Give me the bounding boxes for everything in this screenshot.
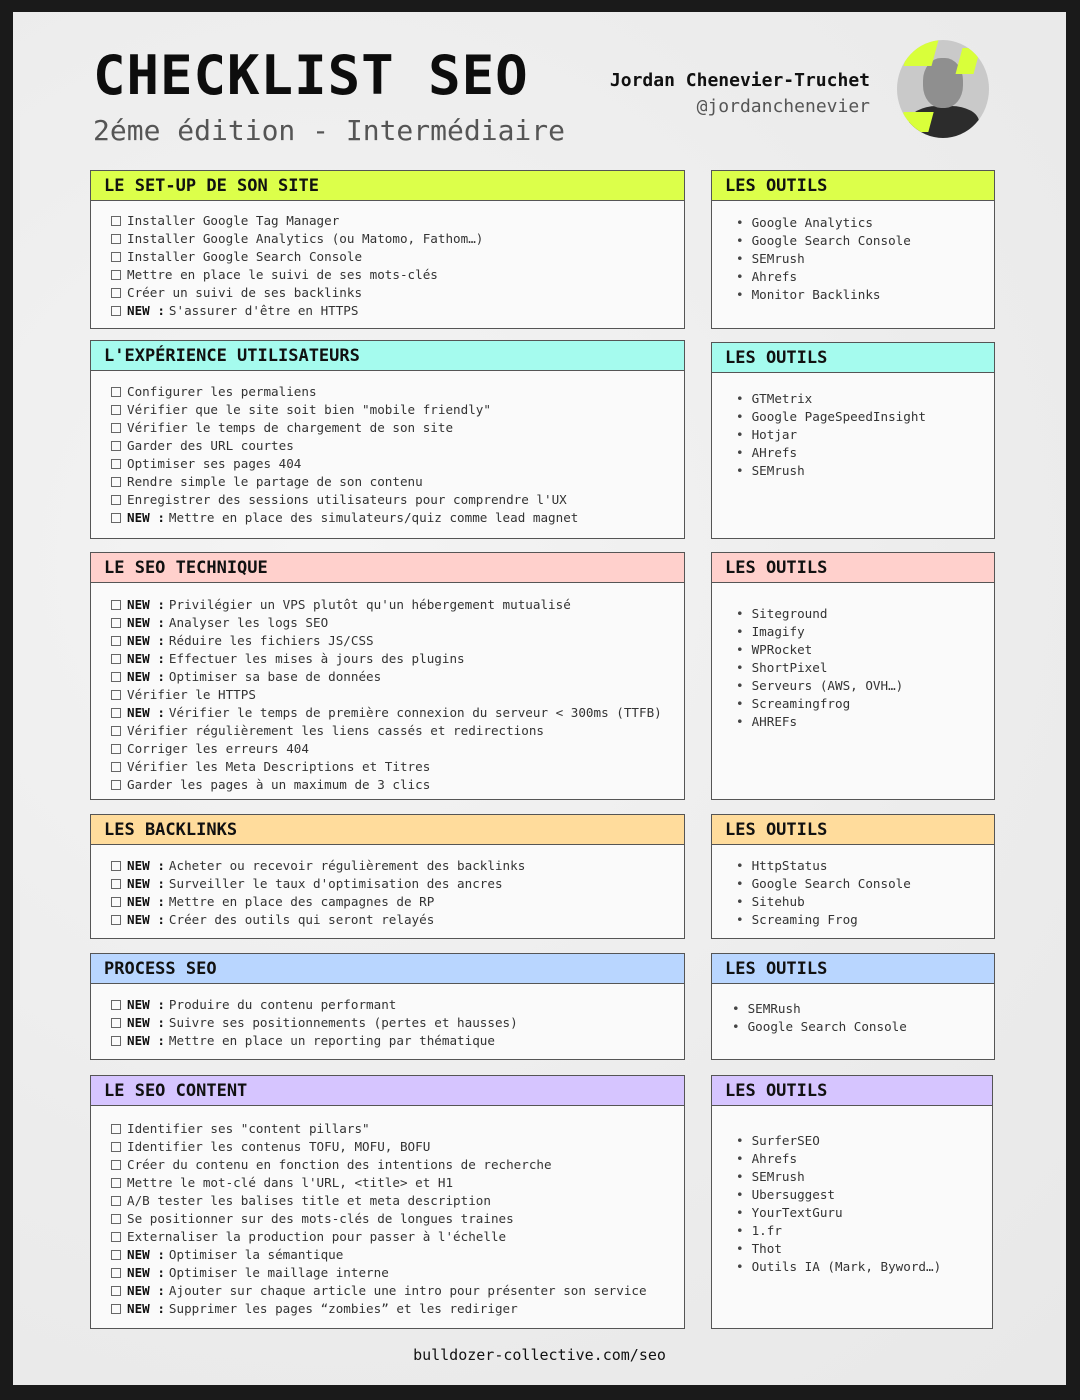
page-subtitle: 2éme édition - Intermédiaire <box>93 114 566 147</box>
checklist-item <box>111 419 684 437</box>
checklist-item-text: Mettre en place le suivi de ses mots-clés <box>127 267 438 282</box>
checklist-item-text: Garder les pages à un maximum de 3 clics <box>127 777 431 792</box>
checklist-item-text: Vérifier le HTTPS <box>127 687 256 702</box>
author-handle: @jordanchenevier <box>696 96 870 117</box>
checklist-item-text: Créer du contenu en fonction des intentions de recherche <box>127 1157 552 1172</box>
checkbox[interactable] <box>111 1250 121 1260</box>
checklist-item-text: Suivre ses positionnements (pertes et hausses) <box>168 1015 518 1030</box>
checkbox[interactable] <box>111 726 121 736</box>
checklist-item <box>111 668 684 686</box>
section-content <box>90 1075 685 1329</box>
checklist-items <box>91 984 684 1050</box>
checklist-item <box>111 473 684 491</box>
checkbox[interactable] <box>111 1304 121 1314</box>
checklist-item <box>111 1156 684 1174</box>
checkbox[interactable] <box>111 672 121 682</box>
new-label: NEW : <box>127 510 165 525</box>
checkbox[interactable] <box>111 288 121 298</box>
checkbox[interactable] <box>111 1124 121 1134</box>
checklist-item <box>111 1138 684 1156</box>
tools-list <box>712 373 994 480</box>
checkbox[interactable] <box>111 762 121 772</box>
checklist-item-text: Surveiller le taux d'optimisation des ancres <box>168 876 503 891</box>
tool-item: • Ubersuggest <box>736 1186 992 1204</box>
checklist-item <box>111 401 684 419</box>
checkbox[interactable] <box>111 1018 121 1028</box>
new-label: NEW : <box>127 858 165 873</box>
tool-item: • Google Search Console <box>732 1018 994 1036</box>
new-label: NEW : <box>127 1033 165 1048</box>
checklist-item <box>111 455 684 473</box>
new-label: NEW : <box>127 651 165 666</box>
checklist-item-text: Ajouter sur chaque article une intro pour présenter son service <box>168 1283 647 1298</box>
checklist-item <box>111 740 684 758</box>
checklist-item-text: Réduire les fichiers JS/CSS <box>168 633 374 648</box>
checklist-item <box>111 383 684 401</box>
tools-title: LES OUTILS <box>712 343 994 373</box>
checklist-item-text: Mettre en place des simulateurs/quiz comme lead magnet <box>168 510 579 525</box>
checkbox[interactable] <box>111 252 121 262</box>
checklist-item <box>111 875 684 893</box>
checklist-item-text: Mettre le mot-clé dans l'URL, <title> et H1 <box>127 1175 454 1190</box>
tool-item: • Google Search Console <box>736 875 994 893</box>
checklist-item <box>111 212 684 230</box>
tool-item: • YourTextGuru <box>736 1204 992 1222</box>
checklist-item-text: Mettre en place des campagnes de RP <box>168 894 435 909</box>
tools-setup <box>711 170 995 329</box>
checklist-item <box>111 686 684 704</box>
checkbox[interactable] <box>111 270 121 280</box>
new-label: NEW : <box>127 876 165 891</box>
checklist-item <box>111 1210 684 1228</box>
tool-item: • Serveurs (AWS, OVH…) <box>736 677 994 695</box>
tool-item: • SurferSEO <box>736 1132 992 1150</box>
checkbox[interactable] <box>111 780 121 790</box>
tools-list <box>712 1106 992 1276</box>
checklist-item-text: Optimiser la sémantique <box>168 1247 344 1262</box>
checkbox[interactable] <box>111 306 121 316</box>
checkbox[interactable] <box>111 744 121 754</box>
checklist-item-text: Analyser les logs SEO <box>168 615 329 630</box>
checklist-item-text: Vérifier le temps de première connexion du serveur < 300ms (TTFB) <box>168 705 662 720</box>
checklist-item-text: Se positionner sur des mots-clés de longues traines <box>127 1211 514 1226</box>
new-label: NEW : <box>127 303 165 318</box>
tools-process <box>711 953 995 1060</box>
checklist-item-text: Garder des URL courtes <box>127 438 294 453</box>
checklist-items <box>91 371 684 527</box>
tool-item: • SEMRush <box>732 1000 994 1018</box>
checklist-item-text: Créer des outils qui seront relayés <box>168 912 435 927</box>
checklist-item-text: Privilégier un VPS plutôt qu'un hébergement mutualisé <box>168 597 571 612</box>
tool-item: • ShortPixel <box>736 659 994 677</box>
checklist-item <box>111 632 684 650</box>
checklist-item <box>111 248 684 266</box>
tools-list <box>712 201 994 304</box>
section-title: LES BACKLINKS <box>91 815 684 845</box>
checkbox[interactable] <box>111 897 121 907</box>
checkbox[interactable] <box>111 1160 121 1170</box>
tools-title: LES OUTILS <box>712 954 994 984</box>
checklist-item <box>111 857 684 875</box>
checklist-item <box>111 1014 684 1032</box>
checkbox[interactable] <box>111 1178 121 1188</box>
checklist-item-text: Vérifier le temps de chargement de son site <box>127 420 454 435</box>
checklist-item <box>111 1120 684 1138</box>
new-label: NEW : <box>127 912 165 927</box>
checklist-item-text: Rendre simple le partage de son contenu <box>127 474 423 489</box>
tools-title: LES OUTILS <box>712 553 994 583</box>
tool-item: • Screaming Frog <box>736 911 994 929</box>
checklist-item-text: Mettre en place un reporting par thématique <box>168 1033 495 1048</box>
section-title: PROCESS SEO <box>91 954 684 984</box>
checkbox[interactable] <box>111 423 121 433</box>
checklist-item <box>111 437 684 455</box>
checklist-item-text: Identifier ses "content pillars" <box>127 1121 370 1136</box>
new-label: NEW : <box>127 1265 165 1280</box>
checklist-item <box>111 776 684 794</box>
checkbox[interactable] <box>111 861 121 871</box>
tools-title: LES OUTILS <box>712 815 994 845</box>
section-process <box>90 953 685 1060</box>
tool-item: • AHREFs <box>736 713 994 731</box>
tools-content <box>711 1075 993 1329</box>
tool-item: • WPRocket <box>736 641 994 659</box>
checklist-item-text: Produire du contenu performant <box>168 997 397 1012</box>
new-label: NEW : <box>127 1301 165 1316</box>
tool-item: • Imagify <box>736 623 994 641</box>
checklist-page <box>13 12 1066 1385</box>
checkbox[interactable] <box>111 405 121 415</box>
checkbox[interactable] <box>111 387 121 397</box>
checkbox[interactable] <box>111 690 121 700</box>
tools-title: LES OUTILS <box>712 1076 992 1106</box>
section-backlinks <box>90 814 685 939</box>
checklist-item-text: Corriger les erreurs 404 <box>127 741 309 756</box>
checkbox[interactable] <box>111 636 121 646</box>
new-label: NEW : <box>127 1015 165 1030</box>
tools-list <box>712 984 994 1036</box>
checklist-items <box>91 1106 684 1318</box>
new-label: NEW : <box>127 705 165 720</box>
checklist-item-text: Configurer les permaliens <box>127 384 317 399</box>
tool-item: • Hotjar <box>736 426 994 444</box>
tool-item: • SEMrush <box>736 250 994 268</box>
checklist-item-text: Supprimer les pages “zombies” et les rediriger <box>168 1301 518 1316</box>
tool-item: • Ahrefs <box>736 268 994 286</box>
tools-list <box>712 583 994 731</box>
tools-list <box>712 845 994 929</box>
checklist-item <box>111 1282 684 1300</box>
checkbox[interactable] <box>111 1142 121 1152</box>
checklist-item <box>111 266 684 284</box>
checklist-item-text: Optimiser ses pages 404 <box>127 456 302 471</box>
tool-item: • Monitor Backlinks <box>736 286 994 304</box>
checkbox[interactable] <box>111 234 121 244</box>
footer-url[interactable]: bulldozer-collective.com/seo <box>413 1346 666 1364</box>
tools-technique <box>711 552 995 800</box>
new-label: NEW : <box>127 669 165 684</box>
tool-item: • Google PageSpeedInsight <box>736 408 994 426</box>
checkbox[interactable] <box>111 441 121 451</box>
new-label: NEW : <box>127 997 165 1012</box>
checkbox[interactable] <box>111 879 121 889</box>
checkbox[interactable] <box>111 1286 121 1296</box>
checklist-item-text: Externaliser la production pour passer à l'échelle <box>127 1229 507 1244</box>
checkbox[interactable] <box>111 1268 121 1278</box>
new-label: NEW : <box>127 633 165 648</box>
section-title: LE SET-UP DE SON SITE <box>91 171 684 201</box>
checklist-item <box>111 893 684 911</box>
checkbox[interactable] <box>111 1036 121 1046</box>
new-label: NEW : <box>127 615 165 630</box>
checkbox[interactable] <box>111 216 121 226</box>
section-title: LE SEO CONTENT <box>91 1076 684 1106</box>
checklist-item-text: Créer un suivi de ses backlinks <box>127 285 363 300</box>
checklist-item <box>111 1032 684 1050</box>
checklist-item <box>111 996 684 1014</box>
checklist-item <box>111 1228 684 1246</box>
checkbox[interactable] <box>111 459 121 469</box>
checkbox[interactable] <box>111 654 121 664</box>
checkbox[interactable] <box>111 618 121 628</box>
tool-item: • Ahrefs <box>736 1150 992 1168</box>
tool-item: • GTMetrix <box>736 390 994 408</box>
tools-ux <box>711 342 995 539</box>
checklist-item <box>111 758 684 776</box>
tool-item: • Google Analytics <box>736 214 994 232</box>
tools-title: LES OUTILS <box>712 171 994 201</box>
tool-item: • Outils IA (Mark, Byword…) <box>736 1258 992 1276</box>
checklist-item-text: Identifier les contenus TOFU, MOFU, BOFU <box>127 1139 431 1154</box>
checkbox[interactable] <box>111 495 121 505</box>
checklist-item-text: Optimiser le maillage interne <box>168 1265 389 1280</box>
checklist-item-text: Enregistrer des sessions utilisateurs pour comprendre l'UX <box>127 492 567 507</box>
checkbox[interactable] <box>111 708 121 718</box>
checklist-item <box>111 1174 684 1192</box>
tool-item: • HttpStatus <box>736 857 994 875</box>
checkbox[interactable] <box>111 600 121 610</box>
new-label: NEW : <box>127 1247 165 1262</box>
section-setup <box>90 170 685 329</box>
tool-item: • SEMrush <box>736 462 994 480</box>
tools-backlinks <box>711 814 995 939</box>
checklist-item <box>111 509 684 527</box>
checkbox[interactable] <box>111 1000 121 1010</box>
checklist-item-text: Optimiser sa base de données <box>168 669 382 684</box>
checklist-items <box>91 845 684 929</box>
tool-item: • Screamingfrog <box>736 695 994 713</box>
checklist-item-text: A/B tester les balises title et meta description <box>127 1193 491 1208</box>
section-title: LE SEO TECHNIQUE <box>91 553 684 583</box>
tool-item: • SEMrush <box>736 1168 992 1186</box>
checklist-item <box>111 1246 684 1264</box>
checklist-items <box>91 201 684 320</box>
section-ux <box>90 340 685 539</box>
checkbox[interactable] <box>111 513 121 523</box>
checklist-item <box>111 614 684 632</box>
checklist-item-text: Vérifier les Meta Descriptions et Titres <box>127 759 431 774</box>
new-label: NEW : <box>127 597 165 612</box>
checkbox[interactable] <box>111 1214 121 1224</box>
checklist-item <box>111 302 684 320</box>
author-name: Jordan Chenevier-Truchet <box>609 70 870 91</box>
new-label: NEW : <box>127 1283 165 1298</box>
checklist-item-text: Installer Google Tag Manager <box>127 213 340 228</box>
checklist-item <box>111 284 684 302</box>
checklist-item <box>111 722 684 740</box>
new-label: NEW : <box>127 894 165 909</box>
checkbox[interactable] <box>111 915 121 925</box>
checklist-item-text: Effectuer les mises à jours des plugins <box>168 651 465 666</box>
checklist-item <box>111 650 684 668</box>
page-title: CHECKLIST SEO <box>93 44 529 107</box>
checklist-item-text: Installer Google Analytics (ou Matomo, Fathom…) <box>127 231 484 246</box>
checklist-item <box>111 491 684 509</box>
checklist-items <box>91 583 684 794</box>
checklist-item-text: S'assurer d'être en HTTPS <box>168 303 359 318</box>
checklist-item-text: Vérifier que le site soit bien "mobile friendly" <box>127 402 491 417</box>
checklist-item <box>111 1300 684 1318</box>
checklist-item <box>111 1264 684 1282</box>
section-technique <box>90 552 685 800</box>
tool-item: • Sitehub <box>736 893 994 911</box>
tool-item: • Google Search Console <box>736 232 994 250</box>
checklist-item <box>111 1192 684 1210</box>
checklist-item <box>111 230 684 248</box>
avatar <box>897 40 989 138</box>
checklist-item <box>111 911 684 929</box>
checklist-item <box>111 704 684 722</box>
checklist-item-text: Acheter ou recevoir régulièrement des backlinks <box>168 858 526 873</box>
tool-item: • Thot <box>736 1240 992 1258</box>
tool-item: • Siteground <box>736 605 994 623</box>
section-title: L'EXPÉRIENCE UTILISATEURS <box>91 341 684 371</box>
checkbox[interactable] <box>111 477 121 487</box>
checkbox[interactable] <box>111 1196 121 1206</box>
checkbox[interactable] <box>111 1232 121 1242</box>
checklist-item-text: Installer Google Search Console <box>127 249 363 264</box>
tool-item: • AHrefs <box>736 444 994 462</box>
checklist-item-text: Vérifier régulièrement les liens cassés et redirections <box>127 723 545 738</box>
checklist-item <box>111 596 684 614</box>
tool-item: • 1.fr <box>736 1222 992 1240</box>
